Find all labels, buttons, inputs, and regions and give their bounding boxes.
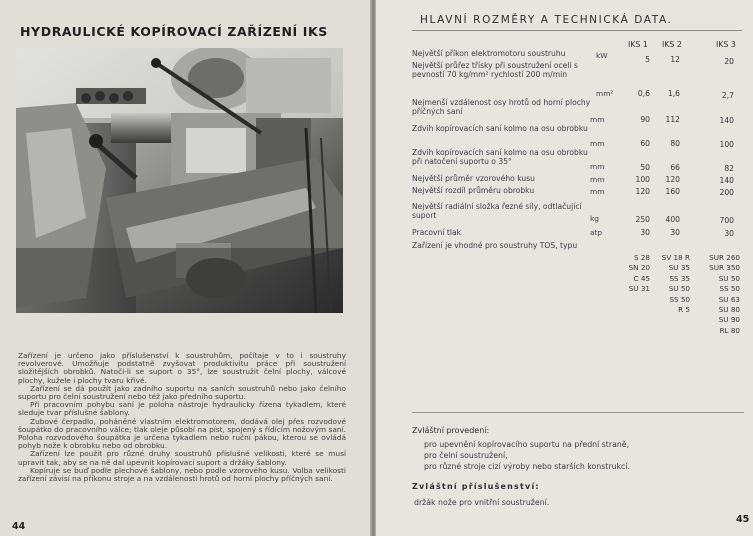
machine-type: SU 90 [718,315,740,325]
spec-label: Zdvih kopírovacích saní kolmo na osu obrobku [412,124,588,133]
machine-list-iks3 [696,253,740,336]
column-header-iks2: IKS 2 [662,40,682,49]
spec-unit: mm [590,115,605,124]
spec-value-iks1: 5 [645,55,650,64]
paragraph: Při pracovním pohybu saní je poloha nástroje hydraulicky řízena tykadlem, které sleduje tvar příslušné šablony. [18,400,346,418]
spec-value-iks1: 90 [640,115,650,124]
spec-value-iks2: 400 [665,215,680,224]
spec-label: Nejmenší vzdálenost osy hrotů od horní plochy příčných saní [412,98,591,117]
machine-type: SU 31 [628,284,650,294]
machine-photo [16,48,343,313]
spec-unit: mm [590,187,605,196]
machine-type: SS 50 [669,294,690,304]
special-design-heading: Zvláštní provedení: [412,426,490,435]
machine-type: SN 20 [628,263,650,273]
spec-value-iks2: 120 [665,175,680,184]
spec-value-iks1: 30 [640,228,650,237]
left-page-title: HYDRAULICKÉ KOPÍROVACÍ ZAŘÍZENÍ IKS [20,24,328,39]
machine-type: C 45 [633,273,650,283]
spec-value-iks2: 12 [670,55,680,64]
spec-value-iks3: 700 [719,216,734,225]
machine-type: SU 35 [668,263,690,273]
spec-unit: atp [590,228,603,237]
paragraph: Zubové čerpadlo, poháněné vlastním elektromotorem, dodává olej přes rozvodové šoupátko do pracovního válce; tlak oleje působí na píst, spojený s řídícím nožovým saní. Poloha rozvodového šoupátka je určena tykadlem nebo ruční pákou, kterou se ovládá pohyb nože k obrobku nebo od obrobku. [18,416,346,451]
machine-type: RL 80 [719,325,740,335]
spec-value-iks3: 30 [724,229,734,238]
spec-unit: mm [590,162,605,171]
machine-type: SU 80 [718,305,740,315]
left-page [0,0,372,536]
machine-type: SUR 260 [709,253,740,262]
column-header-iks3: IKS 3 [716,40,736,49]
machine-list-iks2 [648,253,690,315]
machines-label: Zařízení je vhodné pro soustruhy TOS, typu [412,241,578,250]
list-item: pro upevnění kopírovacího suportu na přední straně, [424,440,630,449]
spec-value-iks1: 120 [635,187,650,196]
machine-type: SU 50 [668,284,690,294]
spec-value-iks2: 112 [665,115,680,124]
machine-type: SS 50 [719,284,740,294]
spec-label: Největší rozdíl průměru obrobku [412,186,535,195]
left-page-number: 44 [12,521,26,532]
machine-type: SS 35 [669,273,690,283]
spec-value-iks2: 30 [670,228,680,237]
special-accessories-list [414,497,549,508]
paragraph: Zařízení je určeno jako příslušenství k soustruhům, počítaje v to i soustruhy revolverové. Umožňuje podstatně zvyšovat produktivitu práce při soustružení složitějších obrobků. Natočí-li se suport o 35°, lze soustružit čelní plochy, válcové plochy, kužele i plochy tvaru křivé. [18,351,346,385]
spec-label: Největší radiální složka řezné síly, odtlačující suport [412,202,582,221]
special-accessories-heading: Zvláštní příslušenství: [412,482,540,491]
paragraph: Kopíruje se buď podle plechové šablony, nebo podle vzorového kusu. Volba velikosti zařízení závisí na příkonu stroje a na vzdálenosti hrotů od horní plochy příčných saní. [18,465,346,484]
spec-label: Pracovní tlak [412,228,462,237]
spec-value-iks1: 60 [640,139,650,148]
left-body-text [18,352,346,483]
paragraph: Zařízení lze použít pro různé druhy soustruhů příslušné velikosti, které se musí upravit tak, aby se na ně dal upevnit kopírovací suport a držáky šablony. [18,449,346,467]
spec-unit: mm [590,139,605,148]
spec-value-iks3: 140 [719,176,734,185]
title-rule [412,30,742,31]
spec-value-iks3: 200 [719,188,734,197]
lathe-copying-attachment-image [16,48,343,313]
spec-value-iks2: 80 [670,139,680,148]
spec-value-iks3: 2,7 [721,91,734,100]
machine-type: R 5 [678,305,690,315]
machine-list-iks1 [614,253,650,295]
spec-value-iks3: 82 [724,164,734,173]
spec-value-iks2: 66 [670,163,680,172]
spec-value-iks3: 100 [719,140,734,149]
list-item: pro čelní soustružení, [424,451,508,460]
spec-unit: kW [596,51,608,60]
spec-value-iks1: 100 [635,175,650,184]
list-item: pro různé stroje cizí výroby nebo starších konstrukcí. [424,462,630,471]
spec-label: Největší průřez třísky při soustružení oceli s pevností 70 kg/mm² rychlostí 200 m/min [412,61,578,80]
spec-value-iks2: 1,6 [667,89,680,98]
right-page-title: HLAVNÍ ROZMĚRY A TECHNICKÁ DATA. [420,14,673,26]
section-divider [412,412,744,413]
column-header-iks1: IKS 1 [628,40,648,49]
spec-unit: kg [590,214,599,223]
spec-unit: mm [590,175,605,184]
special-design-list [424,439,630,472]
machine-type: SV 18 R [661,253,690,262]
spec-unit: mm² [596,89,614,98]
machine-type: SU 63 [718,294,740,304]
spec-value-iks1: 0,6 [637,89,650,98]
list-item: držák nože pro vnitřní soustružení. [414,498,550,507]
spec-value-iks2: 160 [665,187,680,196]
machine-type: S 28 [634,253,650,262]
machine-type: SU 50 [718,273,740,283]
spec-value-iks3: 20 [724,57,734,66]
spec-value-iks3: 140 [719,116,734,125]
paragraph: Zařízení se dá použít jako zadního suportu na saních soustruhů nebo jako čelního suportu pro čelní soustružení nebo též jako předního suportu. [18,383,346,402]
spec-label: Největší příkon elektromotoru soustruhu [412,49,566,58]
spec-label: Největší průměr vzorového kusu [412,174,535,183]
right-page-number: 45 [736,514,750,525]
spec-value-iks1: 250 [635,215,650,224]
spec-label: Zdvih kopírovacích saní kolmo na osu obrobku při natočení suportu o 35° [412,148,588,167]
machine-type: SUR 350 [709,263,740,273]
spec-value-iks1: 50 [640,163,650,172]
